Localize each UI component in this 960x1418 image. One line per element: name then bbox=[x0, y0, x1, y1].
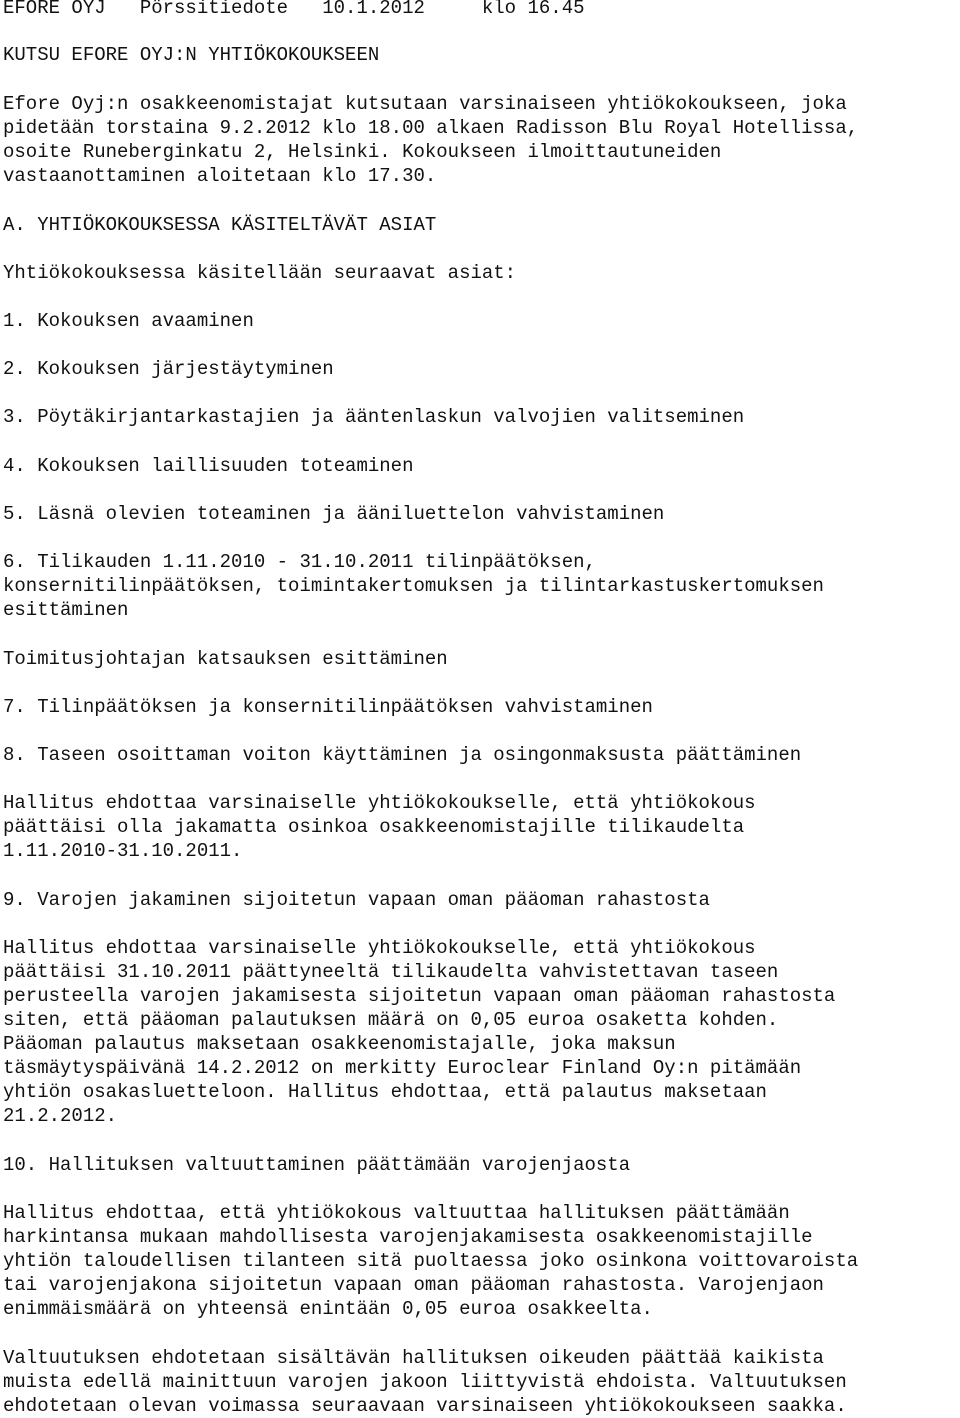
agenda-item-7: 7. Tilinpäätöksen ja konsernitilinpäätöksen vahvistaminen bbox=[3, 696, 653, 718]
agenda-item-3: 3. Pöytäkirjantarkastajien ja ääntenlaskun valvojien valitseminen bbox=[3, 406, 745, 428]
intro-line: Efore Oyj:n osakkeenomistajat kutsutaan varsinaiseen yhtiökokoukseen, joka bbox=[3, 93, 847, 115]
paragraph-line: yhtiön taloudellisen tilanteen sitä puoltaessa joko osinkona voittovaroista bbox=[3, 1250, 859, 1272]
paragraph-line: päättäisi olla jakamatta osinkoa osakkeenomistajille tilikaudelta bbox=[3, 816, 745, 838]
paragraph-line: enimmäismäärä on yhteensä enintään 0,05 euroa osakkeelta. bbox=[3, 1298, 653, 1320]
paragraph-line: täsmäytyspäivänä 14.2.2012 on merkitty Euroclear Finland Oy:n pitämään bbox=[3, 1057, 802, 1079]
section-a-heading: A. YHTIÖKOKOUKSESSA KÄSITELTÄVÄT ASIAT bbox=[3, 214, 437, 236]
agenda-item-4: 4. Kokouksen laillisuuden toteaminen bbox=[3, 455, 414, 477]
paragraph-line: Hallitus ehdottaa, että yhtiökokous valtuuttaa hallituksen päättämään bbox=[3, 1202, 790, 1224]
paragraph-line: 1.11.2010-31.10.2011. bbox=[3, 840, 243, 862]
paragraph-line: harkintansa mukaan mahdollisesta varojenjakamisesta osakkeenomistajille bbox=[3, 1226, 813, 1248]
paragraph-line: perusteella varojen jakamisesta sijoitetun vapaan oman pääoman rahastosta bbox=[3, 985, 836, 1007]
agenda-item-2: 2. Kokouksen järjestäytyminen bbox=[3, 358, 334, 380]
paragraph-line: yhtiön osakasluetteloon. Hallitus ehdottaa, että palautus maksetaan bbox=[3, 1081, 767, 1103]
paragraph-line: 21.2.2012. bbox=[3, 1105, 118, 1127]
agenda-item-1: 1. Kokouksen avaaminen bbox=[3, 310, 254, 332]
paragraph-line: Pääoman palautus maksetaan osakkeenomistajalle, joka maksun bbox=[3, 1033, 676, 1055]
agenda-item-8: 8. Taseen osoittaman voiton käyttäminen ja osingonmaksusta päättäminen bbox=[3, 744, 802, 766]
agenda-item-6-line: konsernitilinpäätöksen, toimintakertomuksen ja tilintarkastuskertomuksen bbox=[3, 575, 824, 597]
paragraph-line: Hallitus ehdottaa varsinaiselle yhtiökokoukselle, että yhtiökokous bbox=[3, 937, 756, 959]
paragraph-line: päättäisi 31.10.2011 päättyneeltä tilikaudelta vahvistettavan taseen bbox=[3, 961, 779, 983]
agenda-item-9: 9. Varojen jakaminen sijoitetun vapaan oman pääoman rahastosta bbox=[3, 889, 710, 911]
paragraph-line: Hallitus ehdottaa varsinaiselle yhtiökokoukselle, että yhtiökokous bbox=[3, 792, 756, 814]
intro-line: osoite Runeberginkatu 2, Helsinki. Kokoukseen ilmoittautuneiden bbox=[3, 141, 722, 163]
agenda-item-6-note: Toimitusjohtajan katsauksen esittäminen bbox=[3, 648, 448, 670]
agenda-item-5: 5. Läsnä olevien toteaminen ja ääniluettelon vahvistaminen bbox=[3, 503, 665, 525]
agenda-item-6-line: 6. Tilikauden 1.11.2010 - 31.10.2011 tilinpäätöksen, bbox=[3, 551, 596, 573]
agenda-item-10: 10. Hallituksen valtuuttaminen päättämään varojenjaosta bbox=[3, 1154, 631, 1176]
paragraph-line: muista edellä mainittuun varojen jakoon liittyvistä ehdoista. Valtuutuksen bbox=[3, 1371, 847, 1393]
paragraph-line: ehdotetaan olevan voimassa seuraavaan varsinaiseen yhtiökokoukseen saakka. bbox=[3, 1395, 847, 1417]
intro-line: pidetään torstaina 9.2.2012 klo 18.00 alkaen Radisson Blu Royal Hotellissa, bbox=[3, 117, 859, 139]
document-title: KUTSU EFORE OYJ:N YHTIÖKOKOUKSEEN bbox=[3, 44, 380, 66]
intro-line: vastaanottaminen aloitetaan klo 17.30. bbox=[3, 165, 437, 187]
paragraph-line: tai varojenjakona sijoitetun vapaan oman pääoman rahastosta. Varojenjaon bbox=[3, 1274, 824, 1296]
release-header: EFORE OYJ Pörssitiedote 10.1.2012 klo 16.45 bbox=[3, 0, 585, 19]
section-a-lead: Yhtiökokouksessa käsitellään seuraavat asiat: bbox=[3, 262, 517, 284]
agenda-item-6-line: esittäminen bbox=[3, 599, 129, 621]
paragraph-line: siten, että pääoman palautuksen määrä on 0,05 euroa osaketta kohden. bbox=[3, 1009, 779, 1031]
paragraph-line: Valtuutuksen ehdotetaan sisältävän hallituksen oikeuden päättää kaikista bbox=[3, 1347, 824, 1369]
